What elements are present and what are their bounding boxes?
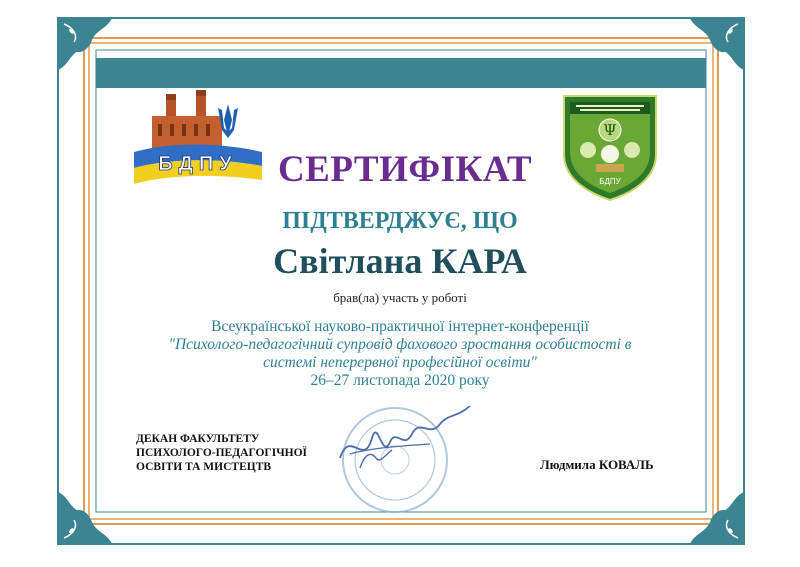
- bdpu-logo: [130, 90, 265, 185]
- dean-title-line-3: ОСВІТИ ТА МИСТЕЦТВ: [136, 461, 272, 473]
- stamp-and-signature: [320, 398, 500, 518]
- event-title: [130, 336, 670, 372]
- dean-title-line-1: ДЕКАН ФАКУЛЬТЕТУ: [136, 433, 260, 445]
- faculty-shield-caption: БДПУ: [599, 177, 621, 186]
- event-title-line-1: "Психолого-педагогічний супровід фахового зростання особистості в: [168, 336, 632, 353]
- recipient-name: Світлана КАРА: [273, 241, 527, 281]
- event-date: 26–27 листопада 2020 року: [310, 372, 490, 389]
- signer-name: Людмила КОВАЛЬ: [540, 457, 654, 472]
- faculty-shield-logo: [558, 92, 662, 202]
- participation-text: брав(ла) участь у роботі: [333, 290, 467, 305]
- confirms-heading: ПІДТВЕРДЖУЄ, ЩО: [282, 208, 518, 234]
- dean-title-line-2: ПСИХОЛОГО-ПЕДАГОГІЧНОЇ: [136, 447, 308, 459]
- bdpu-logo-letters: БДПУ: [158, 153, 238, 175]
- event-title-line-2: системі неперервної професійної освіти": [263, 354, 537, 371]
- dean-title: [136, 432, 336, 474]
- certificate-title: СЕРТИФІКАТ: [277, 149, 533, 190]
- event-type: Всеукраїнської науково-практичної інтернет-конференції: [211, 318, 589, 335]
- psi-icon: Ψ: [603, 121, 617, 139]
